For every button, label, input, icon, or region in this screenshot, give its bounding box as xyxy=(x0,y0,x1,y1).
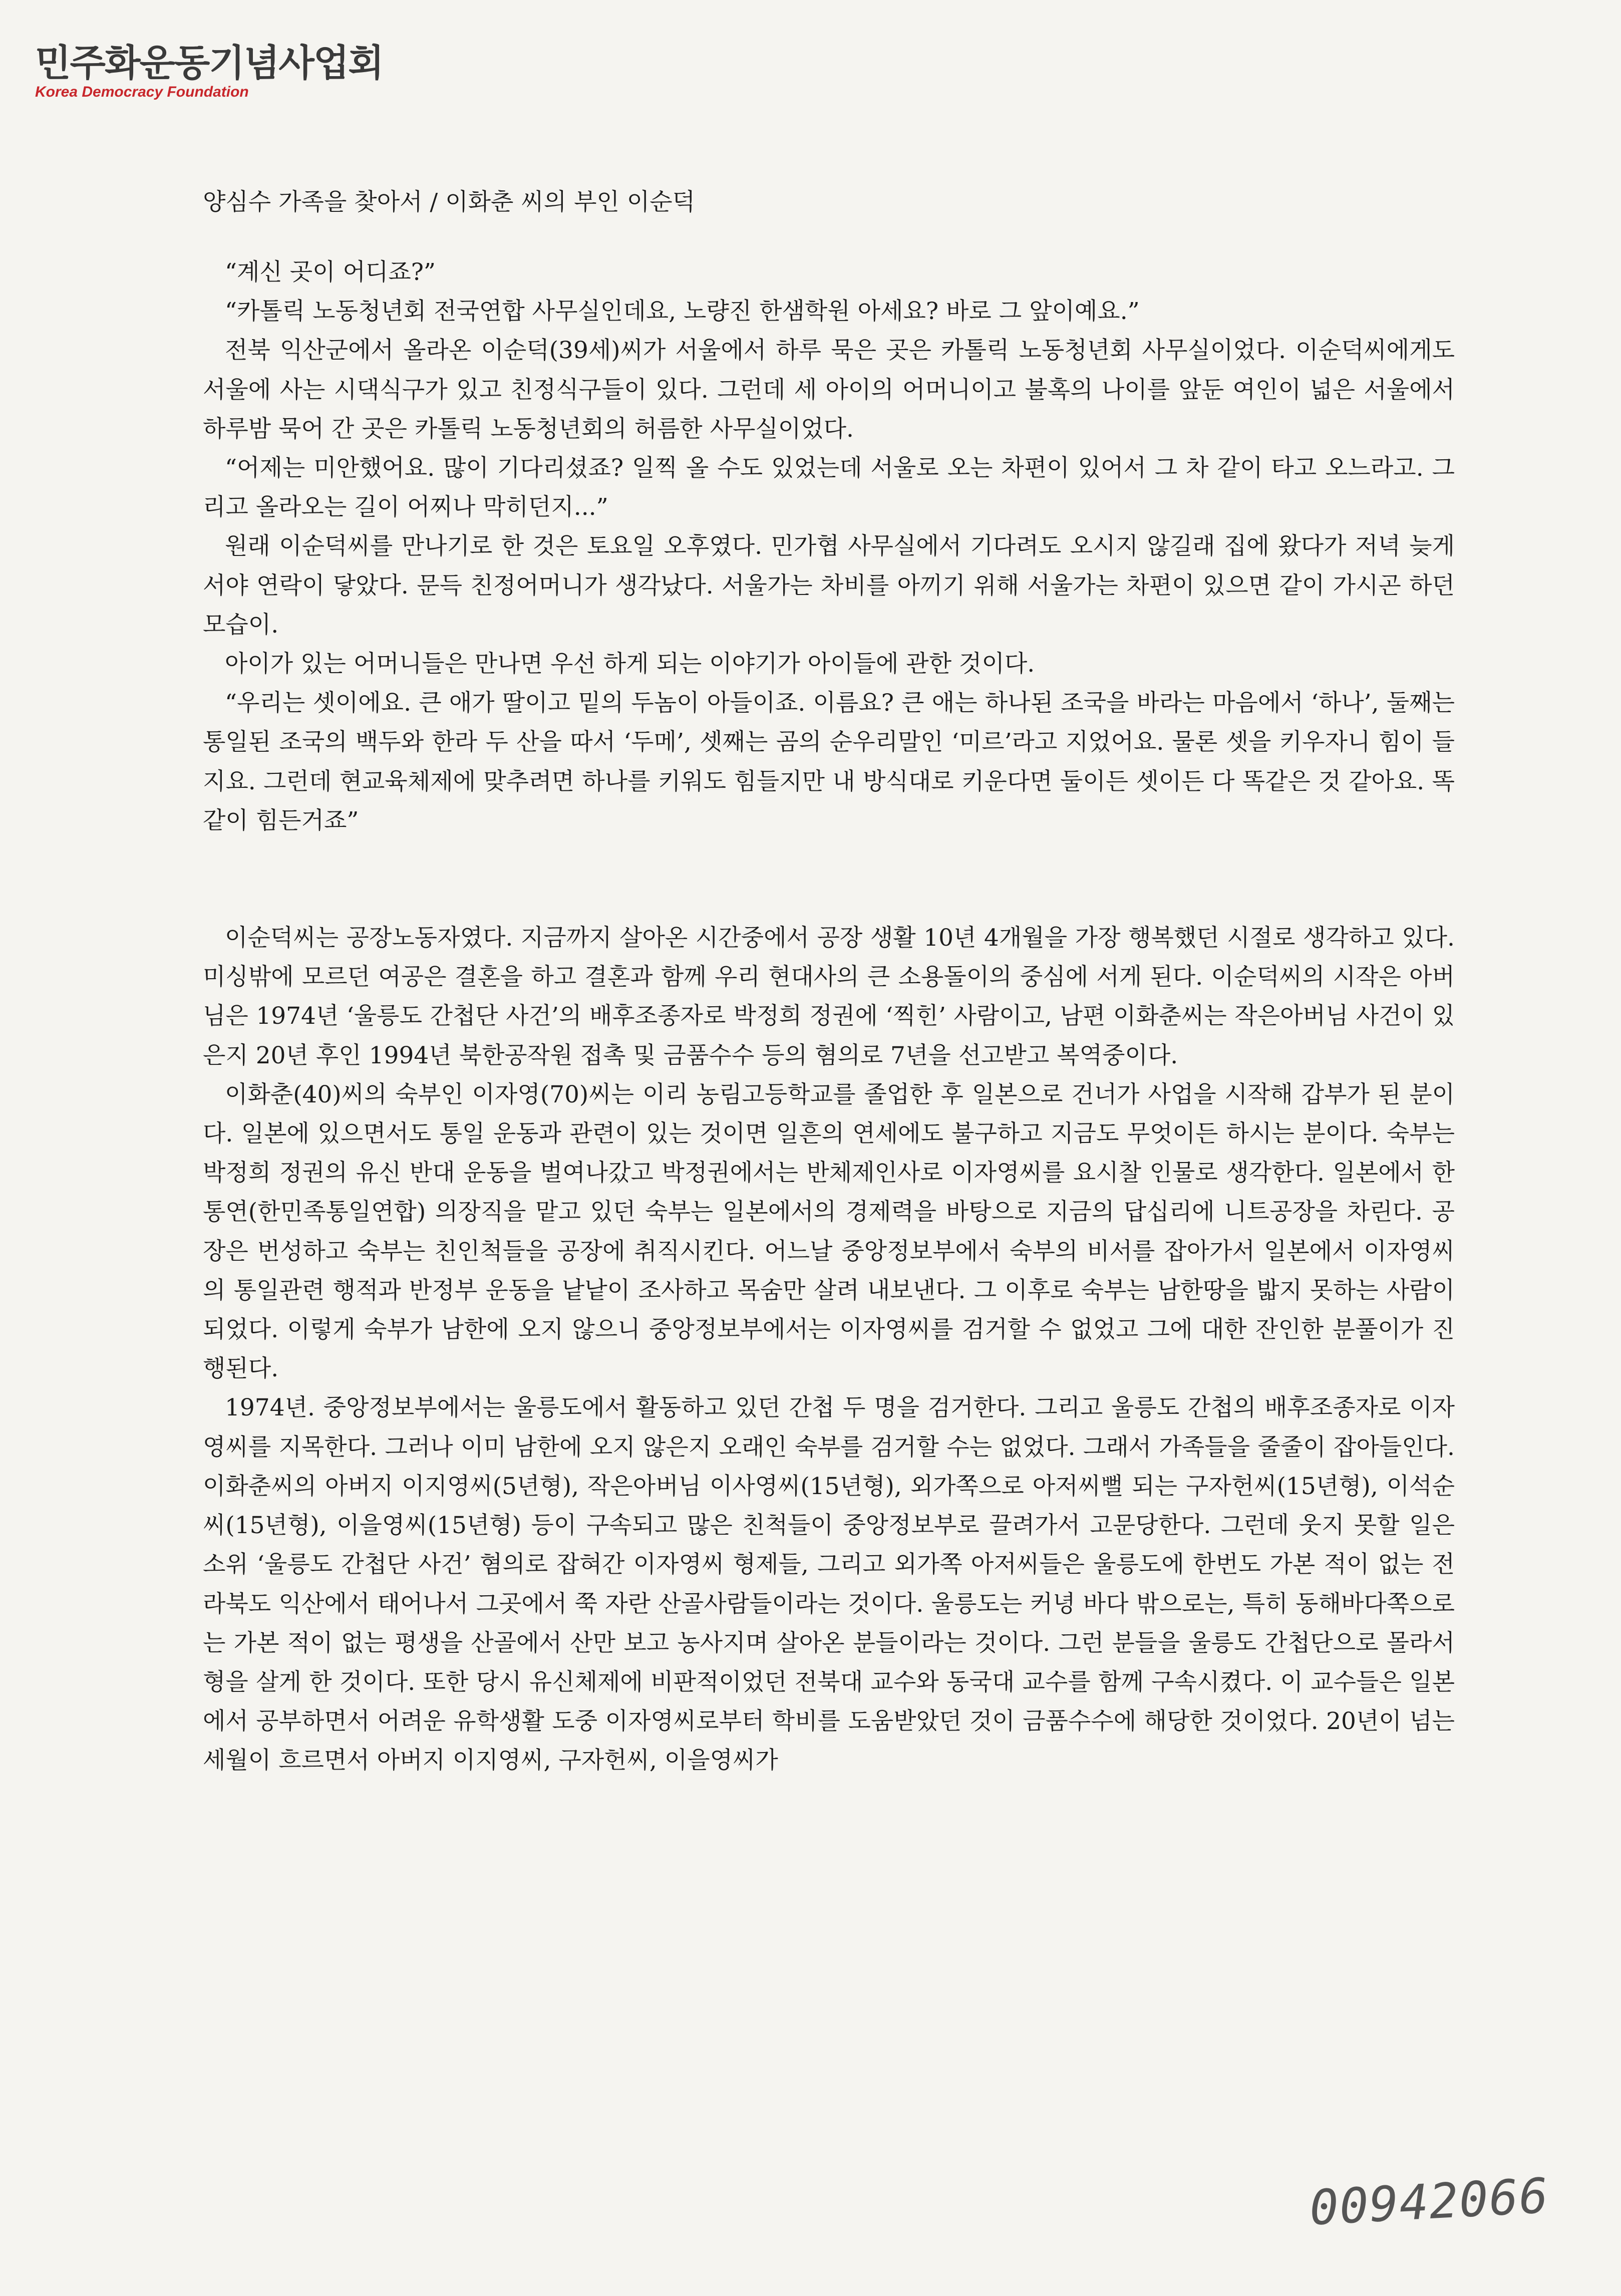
document-body xyxy=(203,183,1455,1781)
logo-korean-text: 민주화운동기념사업회 xyxy=(35,42,383,85)
paragraph: 이순덕씨는 공장노동자였다. 지금까지 살아온 시간중에서 공장 생활 10년 4개월을 가장 행복했던 시절로 생각하고 있다. 미싱밖에 모르던 여공은 결혼을 하고 결혼과 함께 우리 현대사의 큰 소용돌이의 중심에 서게 된다. 이순덕씨의 시작은 아버님은 1974년 ‘울릉도 간첩단 사건’의 배후조종자로 박정희 정권에 ‘찍힌’ 사람이고, 남편 이화춘씨는 작은아버님 사건이 있은지 20년 후인 1994년 북한공작원 접촉 및 금품수수 등의 혐의로 7년을 선고받고 복역중이다. xyxy=(203,924,1455,1069)
paragraph: 원래 이순덕씨를 만나기로 한 것은 토요일 오후였다. 민가협 사무실에서 기다려도 오시지 않길래 집에 왔다가 저녁 늦게서야 연락이 닿았다. 문득 친정어머니가 생각났다. 서울가는 차비를 아끼기 위해 서울가는 차편이 있으면 같이 가시곤 하던 모습이. xyxy=(203,532,1455,639)
logo-english-text: Korea Democracy Foundation xyxy=(35,84,249,100)
paragraph: 전북 익산군에서 올라온 이순덕(39세)씨가 서울에서 하루 묵은 곳은 카톨릭 노동청년회 사무실이었다. 이순덕씨에게도 서울에 사는 시댁식구가 있고 친정식구들이 있다. 그런데 세 아이의 어머니이고 불혹의 나이를 앞둔 여인이 넓은 서울에서 하루밤 묵어 간 곳은 카톨릭 노동청년회의 허름한 사무실이었다. xyxy=(203,337,1455,443)
paragraph: “카톨릭 노동청년회 전국연합 사무실인데요, 노량진 한샘학원 아세요? 바로 그 앞이예요.” xyxy=(225,298,1140,326)
document-title: 양심수 가족을 찾아서 / 이화춘 씨의 부인 이순덕 xyxy=(203,188,696,216)
paragraph: “계신 곳이 어디죠?” xyxy=(225,258,436,286)
archive-number-handwritten: 00942066 xyxy=(1308,2167,1550,2236)
paragraph: “어제는 미안했어요. 많이 기다리셨죠? 일찍 올 수도 있었는데 서울로 오는 차편이 있어서 그 차 같이 타고 오느라고. 그리고 올라오는 길이 어찌나 막히던지...” xyxy=(203,454,1455,521)
section-gap xyxy=(203,840,1455,919)
foundation-logo xyxy=(35,40,383,101)
paragraph: 아이가 있는 어머니들은 만나면 우선 하게 되는 이야기가 아이들에 관한 것이다. xyxy=(225,650,1035,678)
paragraph: 이화춘(40)씨의 숙부인 이자영(70)씨는 이리 농림고등학교를 졸업한 후 일본으로 건너가 사업을 시작해 갑부가 된 분이다. 일본에 있으면서도 통일 운동과 관련이 있는 것이면 일흔의 연세에도 불구하고 지금도 무엇이든 하시는 분이다. 숙부는 박정희 정권의 유신 반대 운동을 벌여나갔고 박정권에서는 반체제인사로 이자영씨를 요시찰 인물로 생각한다. 일본에서 한통연(한민족통일연합) 의장직을 맡고 있던 숙부는 일본에서의 경제력을 바탕으로 지금의 답십리에 니트공장을 차린다. 공장은 번성하고 숙부는 친인척들을 공장에 취직시킨다. 어느날 중앙정보부에서 숙부의 비서를 잡아가서 일본에서 이자영씨의 통일관련 행적과 반정부 운동을 낱낱이 조사하고 목숨만 살려 내보낸다. 그 이후로 숙부는 남한땅을 밟지 못하는 사람이 되었다. 이렇게 숙부가 남한에 오지 않으니 중앙정보부에서는 이자영씨를 검거할 수 없었고 그에 대한 잔인한 분풀이가 진행된다. xyxy=(203,1080,1455,1383)
paragraph: 1974년. 중앙정보부에서는 울릉도에서 활동하고 있던 간첩 두 명을 검거한다. 그리고 울릉도 간첩의 배후조종자로 이자영씨를 지목한다. 그러나 이미 남한에 오지 않은지 오래인 숙부를 검거할 수는 없었다. 그래서 가족들을 줄줄이 잡아들인다. 이화춘씨의 아버지 이지영씨(5년형), 작은아버님 이사영씨(15년형), 외가쪽으로 아저씨뻘 되는 구자헌씨(15년형), 이석순씨(15년형), 이을영씨(15년형) 등이 구속되고 많은 친척들이 중앙정보부로 끌려가서 고문당한다. 그런데 웃지 못할 일은 소위 ‘울릉도 간첩단 사건’ 혐의로 잡혀간 이자영씨 형제들, 그리고 외가쪽 아저씨들은 울릉도에 한번도 가본 적이 없는 전라북도 익산에서 태어나서 그곳에서 쭉 자란 산골사람들이라는 것이다. 울릉도는 커녕 바다 밖으로는, 특히 동해바다쪽으로는 가본 적이 없는 평생을 산골에서 산만 보고 농사지며 살아온 분들이라는 것이다. 그런 분들을 울릉도 간첩단으로 몰라서 형을 살게 한 것이다. 또한 당시 유신체제에 비판적이었던 전북대 교수와 동국대 교수를 함께 구속시켰다. 이 교수들은 일본에서 공부하면서 어려운 유학생활 도중 이자영씨로부터 학비를 도움받았던 것이 금품수수에 해당한 것이었다. 20년이 넘는 세월이 흐르면서 아버지 이지영씨, 구자헌씨, 이을영씨가 xyxy=(203,1394,1455,1775)
paragraph: “우리는 셋이에요. 큰 애가 딸이고 밑의 두놈이 아들이죠. 이름요? 큰 애는 하나된 조국을 바라는 마음에서 ‘하나’, 둘째는 통일된 조국의 백두와 한라 두 산을 따서 ‘두메’, 셋째는 곰의 순우리말인 ‘미르’라고 지었어요. 물론 셋을 키우자니 힘이 들지요. 그런데 현교육체제에 맞추려면 하나를 키워도 힘들지만 내 방식대로 키운다면 둘이든 셋이든 다 똑같은 것 같아요. 똑같이 힘든거죠” xyxy=(203,689,1455,834)
